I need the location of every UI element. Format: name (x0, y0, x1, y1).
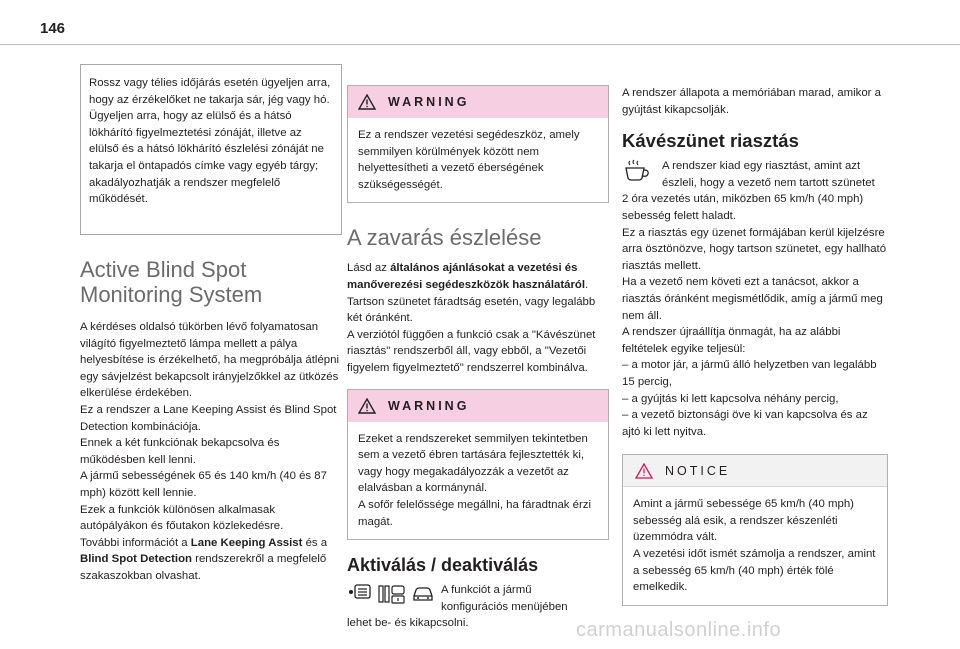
coffee-break-text: 2 óra vezetés után, miközben 65 km/h (40 mph) sebesség felett haladt. Ez a riasztás egy üzenet formájában kerül kijelzésre arra ösztönözve, hogy tartson szünetet, egy hallható riasztás mellett. Ha a vezető nem követi ezt a tanácsot, akkor a riasztás óránként megismétlődik, amíg a jármű meg nem áll. A rendszer újraállítja önmagát, ha az alábbi feltételek egyike teljesül: – a motor jár, a jármű álló helyzetben van legalább 15 percig, – a gyújtás ki lett kapcsolva néhány percig, – a vezető biztonsági öve ki van kapcsolva és az ajtó ki lett nyitva. (622, 193, 887, 438)
notice-label: NOTICE (665, 463, 731, 478)
coffee-text-a: A rendszer kiad egy riasztást, amint azt (662, 160, 861, 173)
column-1 (80, 64, 342, 585)
warning-label-1: WARNING (388, 95, 470, 109)
more-info-lka: Lane Keeping Assist (190, 536, 303, 549)
coffee-text-b: észleli, hogy a vezető nem tartott szünetet (662, 176, 875, 189)
warning-box-1 (347, 85, 609, 203)
distraction-text: Tartson szünetet fáradtság esetén, vagy legalább két óránként. A verziótól függően a funkció csak a "Kávészünet riasztás" rendszerből áll, vagy ebből, a "Vezetői figyelem figyelmeztető" rendszerrel kombinálva. (347, 295, 596, 374)
column-2 (347, 85, 609, 632)
warning-header-1 (348, 86, 608, 118)
warning-text-2: Ezeket a rendszereket semmilyen tekintetben sem a vezető ébren tartására fejlesztették ki, vagy hogy megakadályozzák a vezetőt az elalvásban a kormánynál. A sofőr felelőssége megállni, ha fáradtnak érzi magát. (358, 432, 592, 528)
touchscreen-menu-icon (347, 583, 373, 603)
notice-body (623, 487, 887, 605)
header-divider (0, 44, 960, 45)
section-title-line1: Active Blind Spot (80, 257, 247, 282)
notice-box (622, 454, 888, 606)
notice-text: Amint a jármű sebessége 65 km/h (40 mph) sebesség alá esik, a rendszer készenléti üzemmódra vált. A vezetési időt ismét számolja a rendszer, amint a sebesség 65 km/h (40 mph) érték fölé emelkedik. (633, 498, 876, 594)
warning-body-2 (348, 422, 608, 540)
warning-body-1 (348, 118, 608, 202)
car-icon (411, 583, 435, 603)
more-info-mid: és a (302, 536, 328, 549)
warning-triangle-icon (358, 94, 376, 110)
coffee-cup-icon (622, 158, 654, 184)
absm-more-info (80, 535, 342, 585)
watermark: carmanualsonline.info (576, 619, 782, 641)
notice-header (623, 455, 887, 487)
activation-block (347, 582, 609, 632)
more-info-pre: További információt a (80, 536, 191, 549)
intro-bold: általános ajánlásokat a vezetési és manőverezési segédeszközök használatáról (347, 262, 586, 291)
warning-header-2 (348, 390, 608, 422)
activation-text-inline (441, 582, 568, 615)
section-title-coffee-break: Kávészünet riasztás (622, 130, 799, 152)
coffee-icon-text (662, 158, 875, 191)
warning-text-1: Ez a rendszer vezetési segédeszköz, amely semmilyen körülmények között nem helyettesítheti a vezető éberségének szükségességét. (358, 129, 580, 191)
activation-icons (347, 583, 435, 605)
intro-post: . (585, 278, 589, 291)
absm-description: A kérdéses oldalsó tükörben lévő folyamatosan világító figyelmeztető lámpa mellett a pálya helyesbítése is érzékelhető, ha megpróbálja átlépni egy sávjelzést bekapcsolt irányjelzőkkel az ütközés elkerülése érdekében. Ez a rendszer a Lane Keeping Assist és Blind Spot Detection kombinációja. Ennek a két funkciónak bekapcsolva és működésben kell lenni. A jármű sebességének 65 és 140 km/h (40 és 87 mph) között kell lennie. Ezek a funkciók különösen alkalmasak autópályákon és főutakon közlekedésre. (80, 321, 339, 533)
page-number: 146 (40, 20, 66, 37)
more-info-bsd: Blind Spot Detection (80, 553, 193, 566)
activation-text-a: A funkciót a jármű (441, 584, 532, 597)
section-title-line2: Monitoring System (80, 282, 263, 307)
section-title-distraction: A zavarás észlelése (347, 225, 542, 251)
distraction-intro (347, 260, 609, 293)
intro-pre: Lásd az (347, 262, 391, 275)
vehicle-settings-icon (377, 583, 407, 605)
section-title-absm (80, 257, 342, 307)
sensor-care-box (80, 64, 342, 235)
notice-triangle-icon (635, 463, 653, 479)
memory-note: A rendszer állapota a memóriában marad, amikor a gyújtást kikapcsolják. (622, 87, 881, 116)
section-title-activation: Aktiválás / deaktiválás (347, 555, 539, 576)
column-3 (622, 85, 888, 606)
coffee-icon-row (622, 158, 888, 191)
activation-icon-row (347, 582, 609, 615)
warning-box-2 (347, 389, 609, 541)
warning-triangle-icon (358, 398, 376, 414)
sensor-care-text: Rossz vagy télies időjárás esetén ügyeljen arra, hogy az érzékelőket ne takarja sár, jég vagy hó. Ügyeljen arra, hogy az elülső és a hátsó lökhárító figyelmeztetési zónáját, illetve az elülső és a hátsó lökhárító észlelési zónáját ne takarja el öntapadós címke vagy egyéb tárgy; akadályozhatják a rendszer megfelelő működését. (89, 77, 331, 206)
activation-text-c: lehet be- és kikapcsolni. (347, 617, 469, 630)
more-info-post: rendszerekről a megfelelő szakaszokban olvashat. (80, 553, 327, 582)
activation-text-b: konfigurációs menüjében (441, 600, 568, 613)
warning-label-2: WARNING (388, 398, 470, 413)
